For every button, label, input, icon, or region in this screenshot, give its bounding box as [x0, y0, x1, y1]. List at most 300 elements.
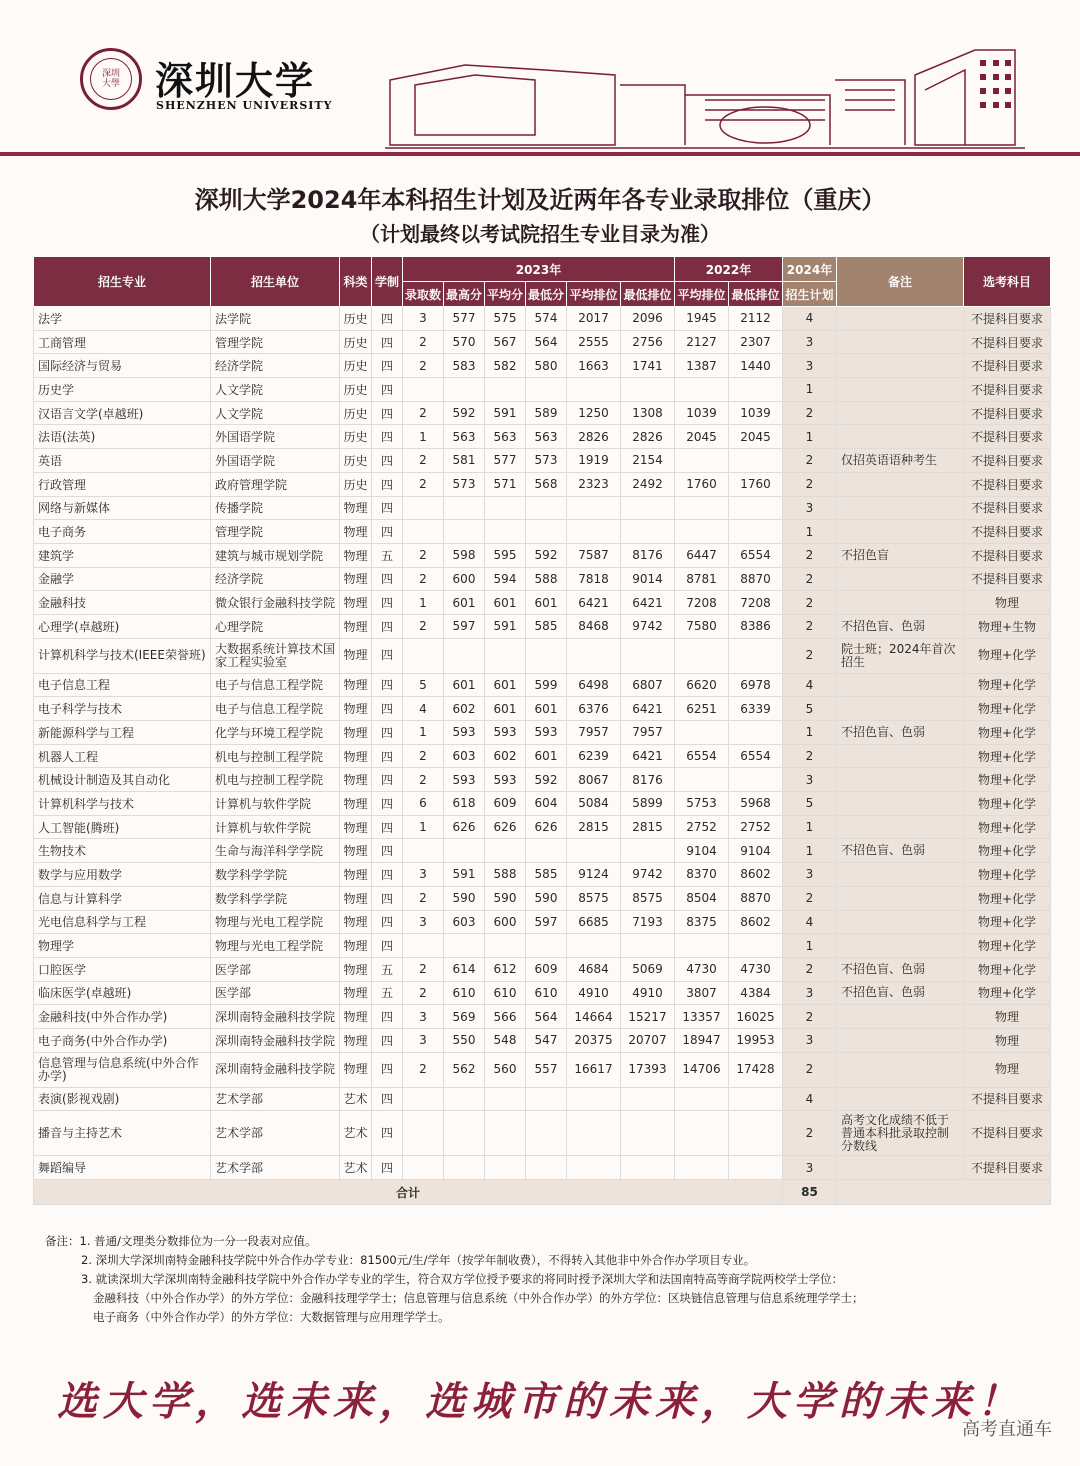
years-cell: 四 [372, 934, 403, 958]
unit-cell: 微众银行金融科技学院 [211, 591, 340, 615]
major-cell: 建筑学 [34, 543, 211, 567]
years-cell: 四 [372, 721, 403, 745]
major-cell: 信息管理与信息系统(中外合作办学) [34, 1052, 211, 1087]
category-cell: 物理 [340, 496, 372, 520]
admitted-cell: 3 [403, 910, 444, 934]
major-cell: 光电信息科学与工程 [34, 910, 211, 934]
major-cell: 电子商务(中外合作办学) [34, 1028, 211, 1052]
min-rank-cell: 2096 [621, 307, 675, 331]
max-score-cell: 601 [444, 591, 485, 615]
subjects-cell: 不提科目要求 [964, 520, 1051, 544]
subjects-cell: 不提科目要求 [964, 1156, 1051, 1180]
avg-rank-2022-cell: 2045 [675, 425, 729, 449]
avg-rank-2022-cell [675, 1156, 729, 1180]
admitted-cell: 2 [403, 330, 444, 354]
plan-2024-cell: 1 [783, 425, 837, 449]
unit-cell: 深圳南特金融科技学院 [211, 1052, 340, 1087]
category-cell: 物理 [340, 673, 372, 697]
unit-cell: 电子与信息工程学院 [211, 697, 340, 721]
remark-cell [837, 744, 964, 768]
min-rank-2022-cell: 8870 [729, 886, 783, 910]
years-cell: 四 [372, 863, 403, 887]
remark-cell [837, 1052, 964, 1087]
min-rank-2022-cell [729, 496, 783, 520]
major-cell: 机械设计制造及其自动化 [34, 768, 211, 792]
major-cell: 人工智能(腾班) [34, 815, 211, 839]
years-cell: 四 [372, 425, 403, 449]
plan-2024-cell: 3 [783, 354, 837, 378]
avg-rank-2022-cell: 8375 [675, 910, 729, 934]
category-cell: 物理 [340, 1052, 372, 1087]
header-2023: 2023年 [403, 257, 675, 282]
table-row [34, 815, 1051, 839]
unit-cell: 物理与光电工程学院 [211, 910, 340, 934]
subjects-cell: 物理 [964, 1052, 1051, 1087]
max-score-cell: 626 [444, 815, 485, 839]
subjects-cell: 物理 [964, 1005, 1051, 1029]
header-min-rank: 最低排位 [621, 282, 675, 307]
avg-rank-cell: 7957 [567, 721, 621, 745]
min-rank-2022-cell: 2045 [729, 425, 783, 449]
avg-rank-cell [567, 1087, 621, 1111]
plan-2024-cell: 2 [783, 567, 837, 591]
subjects-cell: 不提科目要求 [964, 425, 1051, 449]
min-score-cell: 597 [526, 910, 567, 934]
subjects-cell: 物理+化学 [964, 744, 1051, 768]
remark-cell [837, 520, 964, 544]
admitted-cell: 2 [403, 614, 444, 638]
admitted-cell: 3 [403, 1028, 444, 1052]
category-cell: 艺术 [340, 1087, 372, 1111]
admitted-cell: 2 [403, 886, 444, 910]
admitted-cell: 2 [403, 472, 444, 496]
avg-rank-2022-cell: 2127 [675, 330, 729, 354]
avg-score-cell: 593 [485, 768, 526, 792]
admitted-cell: 2 [403, 354, 444, 378]
remark-cell: 不招色盲 [837, 543, 964, 567]
min-score-cell [526, 1111, 567, 1156]
avg-rank-2022-cell: 8504 [675, 886, 729, 910]
avg-rank-cell: 7587 [567, 543, 621, 567]
slogan: 选大学，选未来，选城市的未来，大学的未来！ [57, 1378, 1023, 1425]
years-cell: 四 [372, 354, 403, 378]
min-score-cell [526, 520, 567, 544]
admitted-cell [403, 638, 444, 673]
admitted-cell: 2 [403, 543, 444, 567]
footnote-1: 备注：1. 普通/文理类分数排位为一分一段表对应值。 [45, 1234, 317, 1248]
min-rank-2022-cell: 9104 [729, 839, 783, 863]
subjects-cell: 物理+化学 [964, 910, 1051, 934]
unit-cell: 心理学院 [211, 614, 340, 638]
avg-score-cell: 601 [485, 697, 526, 721]
min-rank-cell [621, 1111, 675, 1156]
avg-rank-2022-cell [675, 768, 729, 792]
unit-cell: 化学与环境工程学院 [211, 721, 340, 745]
header-category: 科类 [340, 257, 372, 307]
avg-score-cell: 567 [485, 330, 526, 354]
avg-score-cell [485, 1087, 526, 1111]
table-row [34, 567, 1051, 591]
category-cell: 物理 [340, 591, 372, 615]
avg-rank-2022-cell: 6447 [675, 543, 729, 567]
remark-cell [837, 378, 964, 402]
admitted-cell: 2 [403, 401, 444, 425]
avg-rank-2022-cell: 9104 [675, 839, 729, 863]
max-score-cell: 577 [444, 307, 485, 331]
avg-rank-cell: 8468 [567, 614, 621, 638]
avg-rank-cell: 14664 [567, 1005, 621, 1029]
avg-rank-2022-cell: 7580 [675, 614, 729, 638]
min-rank-2022-cell: 19953 [729, 1028, 783, 1052]
avg-rank-cell: 4910 [567, 981, 621, 1005]
min-rank-cell [621, 934, 675, 958]
min-rank-2022-cell: 4730 [729, 957, 783, 981]
avg-score-cell: 591 [485, 614, 526, 638]
major-cell: 金融科技 [34, 591, 211, 615]
min-score-cell: 585 [526, 863, 567, 887]
subjects-cell: 物理+生物 [964, 614, 1051, 638]
avg-score-cell: 626 [485, 815, 526, 839]
avg-rank-cell [567, 839, 621, 863]
admitted-cell: 5 [403, 673, 444, 697]
min-rank-2022-cell: 6339 [729, 697, 783, 721]
unit-cell: 经济学院 [211, 567, 340, 591]
major-cell: 计算机科学与技术(IEEE荣誉班) [34, 638, 211, 673]
avg-rank-2022-cell [675, 496, 729, 520]
table-row [34, 673, 1051, 697]
min-score-cell: 589 [526, 401, 567, 425]
max-score-cell [444, 1111, 485, 1156]
years-cell: 四 [372, 792, 403, 816]
table-row [34, 1005, 1051, 1029]
footnote-3-line3: 电子商务（中外合作办学）的外方学位：大数据管理与应用理学学士。 [93, 1310, 450, 1324]
category-cell: 历史 [340, 472, 372, 496]
major-cell: 行政管理 [34, 472, 211, 496]
category-cell: 历史 [340, 330, 372, 354]
remark-cell [837, 567, 964, 591]
avg-rank-2022-cell: 6251 [675, 697, 729, 721]
avg-rank-cell: 2323 [567, 472, 621, 496]
max-score-cell: 583 [444, 354, 485, 378]
major-cell: 金融科技(中外合作办学) [34, 1005, 211, 1029]
plan-2024-cell: 2 [783, 614, 837, 638]
plan-2024-cell: 1 [783, 839, 837, 863]
min-score-cell: 588 [526, 567, 567, 591]
footnote-3: 3. 就读深圳大学深圳南特金融科技学院中外合作办学专业的学生，符合双方学位授予要求的将同时授予深圳大学和法国南特高等商学院两校学士学位： [81, 1272, 844, 1286]
max-score-cell: 569 [444, 1005, 485, 1029]
min-score-cell: 574 [526, 307, 567, 331]
avg-rank-cell: 6421 [567, 591, 621, 615]
avg-score-cell: 571 [485, 472, 526, 496]
remark-cell [837, 673, 964, 697]
unit-cell: 经济学院 [211, 354, 340, 378]
min-rank-cell [621, 638, 675, 673]
years-cell: 四 [372, 815, 403, 839]
min-rank-cell: 4910 [621, 981, 675, 1005]
subjects-cell: 不提科目要求 [964, 1111, 1051, 1156]
min-score-cell: 564 [526, 330, 567, 354]
remark-cell: 不招色盲、色弱 [837, 957, 964, 981]
table-row [34, 307, 1051, 331]
max-score-cell [444, 496, 485, 520]
min-rank-cell [621, 1156, 675, 1180]
header-avg: 平均分 [485, 282, 526, 307]
unit-cell: 管理学院 [211, 520, 340, 544]
subjects-cell: 不提科目要求 [964, 1087, 1051, 1111]
max-score-cell: 597 [444, 614, 485, 638]
years-cell: 四 [372, 697, 403, 721]
avg-rank-cell: 6239 [567, 744, 621, 768]
plan-2024-cell: 5 [783, 792, 837, 816]
years-cell: 四 [372, 1087, 403, 1111]
years-cell: 四 [372, 1156, 403, 1180]
min-rank-2022-cell: 2307 [729, 330, 783, 354]
min-rank-cell: 1308 [621, 401, 675, 425]
unit-cell: 艺术学部 [211, 1111, 340, 1156]
footnote-2: 2. 深圳大学深圳南特金融科技学院中外合作办学专业：81500元/生/学年（按学年制收费），不得转入其他非中外合作办学项目专业。 [81, 1253, 756, 1267]
plan-2024-cell: 2 [783, 543, 837, 567]
category-cell: 历史 [340, 378, 372, 402]
table-row [34, 886, 1051, 910]
admitted-cell [403, 839, 444, 863]
min-rank-cell: 5899 [621, 792, 675, 816]
admitted-cell: 1 [403, 721, 444, 745]
years-cell: 五 [372, 543, 403, 567]
min-score-cell: 626 [526, 815, 567, 839]
category-cell: 物理 [340, 744, 372, 768]
avg-score-cell: 601 [485, 673, 526, 697]
page-subtitle: （计划最终以考试院招生专业目录为准） [360, 222, 720, 246]
plan-2024-cell: 1 [783, 520, 837, 544]
min-rank-cell: 9014 [621, 567, 675, 591]
avg-rank-2022-cell: 1945 [675, 307, 729, 331]
min-rank-cell: 2154 [621, 449, 675, 473]
category-cell: 物理 [340, 768, 372, 792]
admitted-cell: 2 [403, 768, 444, 792]
max-score-cell: 593 [444, 768, 485, 792]
table-row [34, 768, 1051, 792]
unit-cell: 人文学院 [211, 378, 340, 402]
logo-english-name: SHENZHEN UNIVERSITY [156, 99, 333, 112]
unit-cell: 生命与海洋科学学院 [211, 839, 340, 863]
min-rank-2022-cell: 1039 [729, 401, 783, 425]
avg-score-cell [485, 520, 526, 544]
unit-cell: 深圳南特金融科技学院 [211, 1028, 340, 1052]
major-cell: 生物技术 [34, 839, 211, 863]
table-row [34, 1028, 1051, 1052]
min-score-cell: 601 [526, 697, 567, 721]
min-score-cell: 592 [526, 768, 567, 792]
min-score-cell: 557 [526, 1052, 567, 1087]
avg-score-cell: 577 [485, 449, 526, 473]
category-cell: 物理 [340, 910, 372, 934]
max-score-cell: 563 [444, 425, 485, 449]
unit-cell: 医学部 [211, 957, 340, 981]
header-min-rank-2022: 最低排位 [729, 282, 783, 307]
remark-cell: 不招色盲、色弱 [837, 981, 964, 1005]
min-rank-cell: 7957 [621, 721, 675, 745]
avg-score-cell [485, 934, 526, 958]
avg-rank-cell [567, 1111, 621, 1156]
subjects-cell: 不提科目要求 [964, 378, 1051, 402]
max-score-cell: 581 [444, 449, 485, 473]
seal-inner [90, 58, 132, 100]
min-rank-cell [621, 520, 675, 544]
remark-cell [837, 697, 964, 721]
plan-2024-cell: 5 [783, 697, 837, 721]
avg-score-cell: 593 [485, 721, 526, 745]
seal-text: 深圳大學 [101, 69, 120, 89]
subjects-cell: 不提科目要求 [964, 449, 1051, 473]
major-cell: 计算机科学与技术 [34, 792, 211, 816]
unit-cell: 物理与光电工程学院 [211, 934, 340, 958]
min-rank-2022-cell [729, 378, 783, 402]
min-rank-2022-cell: 8870 [729, 567, 783, 591]
min-score-cell: 590 [526, 886, 567, 910]
avg-rank-cell [567, 520, 621, 544]
remark-cell: 高考文化成绩不低于普通本科批录取控制分数线 [837, 1111, 964, 1156]
table-row [34, 354, 1051, 378]
avg-score-cell [485, 378, 526, 402]
subjects-cell: 物理+化学 [964, 957, 1051, 981]
table-row [34, 839, 1051, 863]
admitted-cell: 3 [403, 1005, 444, 1029]
max-score-cell: 603 [444, 910, 485, 934]
subjects-cell: 物理+化学 [964, 792, 1051, 816]
subjects-cell: 物理+化学 [964, 981, 1051, 1005]
major-cell: 口腔医学 [34, 957, 211, 981]
min-rank-cell: 2826 [621, 425, 675, 449]
unit-cell: 管理学院 [211, 330, 340, 354]
plan-2024-cell: 3 [783, 863, 837, 887]
admitted-cell [403, 934, 444, 958]
major-cell: 法语(法英) [34, 425, 211, 449]
avg-rank-cell [567, 934, 621, 958]
remark-cell [837, 401, 964, 425]
category-cell: 物理 [340, 567, 372, 591]
plan-2024-cell: 3 [783, 330, 837, 354]
major-cell: 舞蹈编导 [34, 1156, 211, 1180]
min-rank-2022-cell [729, 1156, 783, 1180]
min-score-cell [526, 1087, 567, 1111]
min-rank-cell: 15217 [621, 1005, 675, 1029]
years-cell: 四 [372, 614, 403, 638]
avg-score-cell: 582 [485, 354, 526, 378]
header-unit: 招生单位 [211, 257, 340, 307]
max-score-cell: 602 [444, 697, 485, 721]
years-cell: 四 [372, 520, 403, 544]
header-major: 招生专业 [34, 257, 211, 307]
category-cell: 艺术 [340, 1111, 372, 1156]
avg-rank-2022-cell: 6620 [675, 673, 729, 697]
unit-cell: 深圳南特金融科技学院 [211, 1005, 340, 1029]
min-rank-2022-cell [729, 520, 783, 544]
table-row [34, 401, 1051, 425]
table-row [34, 792, 1051, 816]
subjects-cell: 物理 [964, 591, 1051, 615]
admitted-cell: 1 [403, 425, 444, 449]
min-rank-cell: 6421 [621, 697, 675, 721]
major-cell: 物理学 [34, 934, 211, 958]
plan-2024-cell: 1 [783, 378, 837, 402]
table-row [34, 449, 1051, 473]
years-cell: 四 [372, 910, 403, 934]
plan-2024-cell: 3 [783, 1156, 837, 1180]
min-rank-cell: 8575 [621, 886, 675, 910]
avg-rank-cell: 6498 [567, 673, 621, 697]
major-cell: 表演(影视戏剧) [34, 1087, 211, 1111]
max-score-cell: 603 [444, 744, 485, 768]
major-cell: 法学 [34, 307, 211, 331]
min-rank-2022-cell [729, 721, 783, 745]
max-score-cell: 600 [444, 567, 485, 591]
plan-2024-cell: 4 [783, 307, 837, 331]
max-score-cell [444, 520, 485, 544]
admitted-cell: 3 [403, 863, 444, 887]
major-cell: 汉语言文学(卓越班) [34, 401, 211, 425]
header-2024: 2024年 [783, 257, 837, 282]
avg-rank-2022-cell: 8781 [675, 567, 729, 591]
footnotes [45, 1232, 864, 1327]
admitted-cell [403, 520, 444, 544]
avg-score-cell: 575 [485, 307, 526, 331]
avg-rank-2022-cell: 2752 [675, 815, 729, 839]
unit-cell: 艺术学部 [211, 1087, 340, 1111]
table-row [34, 1156, 1051, 1180]
plan-2024-cell: 2 [783, 472, 837, 496]
max-score-cell: 570 [444, 330, 485, 354]
min-score-cell [526, 496, 567, 520]
max-score-cell: 598 [444, 543, 485, 567]
subjects-cell: 不提科目要求 [964, 330, 1051, 354]
category-cell: 历史 [340, 354, 372, 378]
min-score-cell: 573 [526, 449, 567, 473]
plan-2024-cell: 2 [783, 638, 837, 673]
subjects-cell: 物理+化学 [964, 863, 1051, 887]
min-score-cell: 580 [526, 354, 567, 378]
plan-2024-cell: 2 [783, 1111, 837, 1156]
subjects-cell: 物理+化学 [964, 768, 1051, 792]
major-cell: 工商管理 [34, 330, 211, 354]
campus-buildings-illustration [385, 40, 1025, 155]
max-score-cell [444, 1156, 485, 1180]
page-title: 深圳大学2024年本科招生计划及近两年各专业录取排位（重庆） [194, 186, 886, 214]
major-cell: 心理学(卓越班) [34, 614, 211, 638]
plan-2024-cell: 3 [783, 981, 837, 1005]
remark-cell [837, 472, 964, 496]
plan-2024-cell: 2 [783, 401, 837, 425]
years-cell: 四 [372, 1005, 403, 1029]
table-row [34, 1052, 1051, 1087]
subjects-cell: 物理+化学 [964, 886, 1051, 910]
avg-score-cell: 563 [485, 425, 526, 449]
min-score-cell: 592 [526, 543, 567, 567]
avg-score-cell: 591 [485, 401, 526, 425]
avg-rank-cell: 6376 [567, 697, 621, 721]
subjects-cell: 不提科目要求 [964, 472, 1051, 496]
min-score-cell: 547 [526, 1028, 567, 1052]
plan-2024-cell: 4 [783, 673, 837, 697]
category-cell: 物理 [340, 721, 372, 745]
max-score-cell [444, 378, 485, 402]
remark-cell [837, 1087, 964, 1111]
max-score-cell [444, 638, 485, 673]
avg-rank-2022-cell [675, 449, 729, 473]
subjects-cell: 物理+化学 [964, 721, 1051, 745]
min-score-cell [526, 638, 567, 673]
table-row [34, 591, 1051, 615]
table-row [34, 744, 1051, 768]
